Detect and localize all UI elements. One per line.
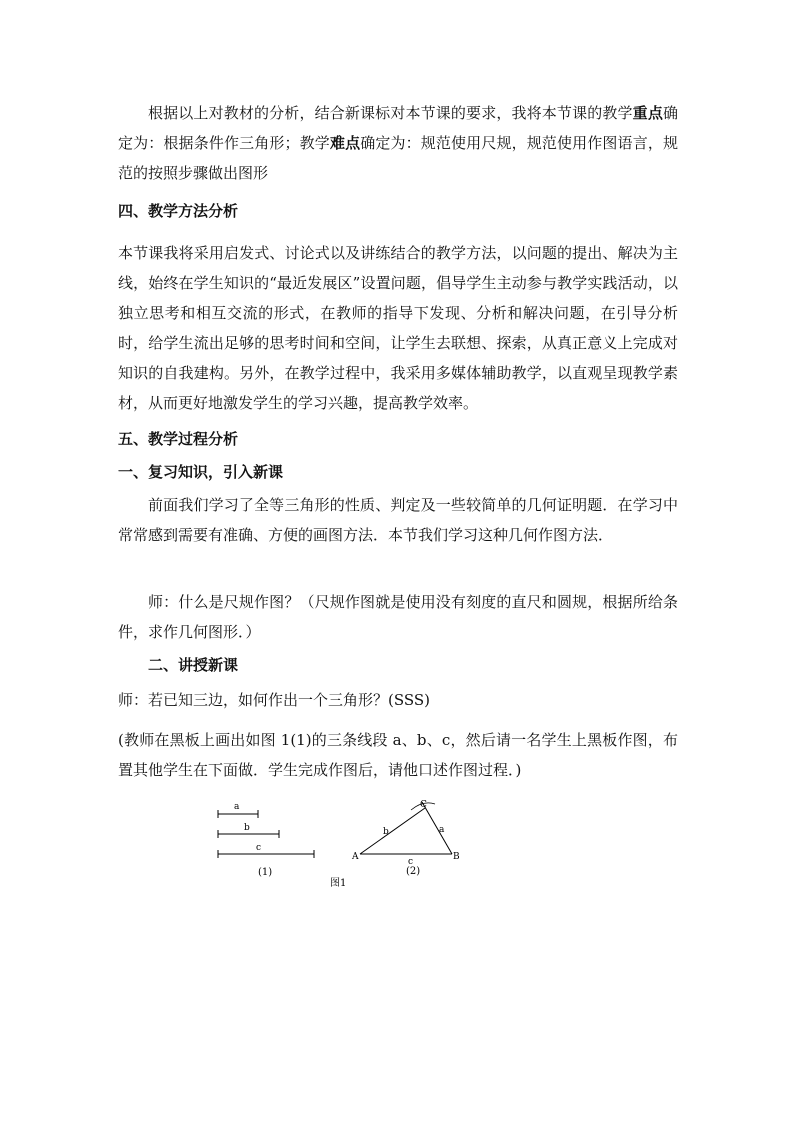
paragraph-review: 前面我们学习了全等三角形的性质、判定及一些较简单的几何证明题．在学习中常常感到需要有准确、方便的画图方法．本节我们学习这种几何作图方法． (118, 496, 678, 544)
heading-teaching-process: 五、教学过程分析 (118, 430, 239, 448)
figure-caption: 图1 (330, 878, 347, 889)
side-c-label: c (408, 857, 414, 867)
triangle-side-b (360, 808, 425, 854)
side-b-label: b (383, 827, 389, 837)
figure-part-1-label: (1) (258, 867, 273, 878)
heading-review: 一、复习知识，引入新课 (118, 463, 284, 481)
vertex-a-label: A (352, 852, 359, 862)
vertex-c-label: C (420, 800, 427, 810)
segment-c-label: c (256, 843, 262, 853)
emphasis-difficulty: 难点 (329, 134, 361, 152)
figure-1 (200, 790, 490, 900)
paragraph-teacher-instruction: (教师在黑板上画出如图 1(1)的三条线段 a、b、c，然后请一名学生上黑板作图，布置其他学生在下面做．学生完成作图后，请他口述作图过程．) (118, 731, 678, 779)
text-segment: 确定为：根据条件作三角形；教学 (118, 104, 678, 152)
figure-part-2-label: (2) (406, 866, 421, 877)
heading-new-lesson: 二、讲授新课 (148, 656, 239, 674)
side-a-label: a (439, 825, 445, 835)
vertex-b-label: B (453, 852, 460, 862)
paragraph-key-points (118, 98, 678, 188)
paragraph-sss-question: 师：若已知三边，如何作出一个三角形？(SSS) (118, 691, 431, 709)
figure-1-svg (200, 790, 490, 900)
paragraph-question: 师：什么是尺规作图？（尺规作图就是使用没有刻度的直尺和圆规，根据所给条件，求作几何图形．） (118, 593, 678, 641)
emphasis-key-point: 重点 (632, 104, 663, 122)
paragraph-teaching-method: 本节课我将采用启发式、讨论式以及讲练结合的教学方法，以问题的提出、解决为主线，始终在学生知识的“最近发展区”设置问题，倡导学生主动参与教学实践活动，以独立思考和相互交流的形式，在教师的指导下发现、分析和解决问题，在引导分析时，给学生流出足够的思考时间和空间，让学生去联想、探索，从真正意义上完成对知识的自我建构。另外，在教学过程中，我采用多媒体辅助教学，以直观呈现教学素材，从而更好地激发学生的学习兴趣，提高教学效率。 (118, 244, 678, 412)
heading-teaching-method: 四、教学方法分析 (118, 202, 239, 220)
segment-a-label: a (234, 802, 240, 812)
text-segment: 根据以上对教材的分析，结合新课标对本节课的要求，我将本节课的教学 (148, 104, 633, 122)
segment-b-label: b (244, 823, 250, 833)
text-segment: 确定为：规范使用尺规，规范使用作图语言，规范的按照步骤做出图形 (118, 134, 678, 182)
